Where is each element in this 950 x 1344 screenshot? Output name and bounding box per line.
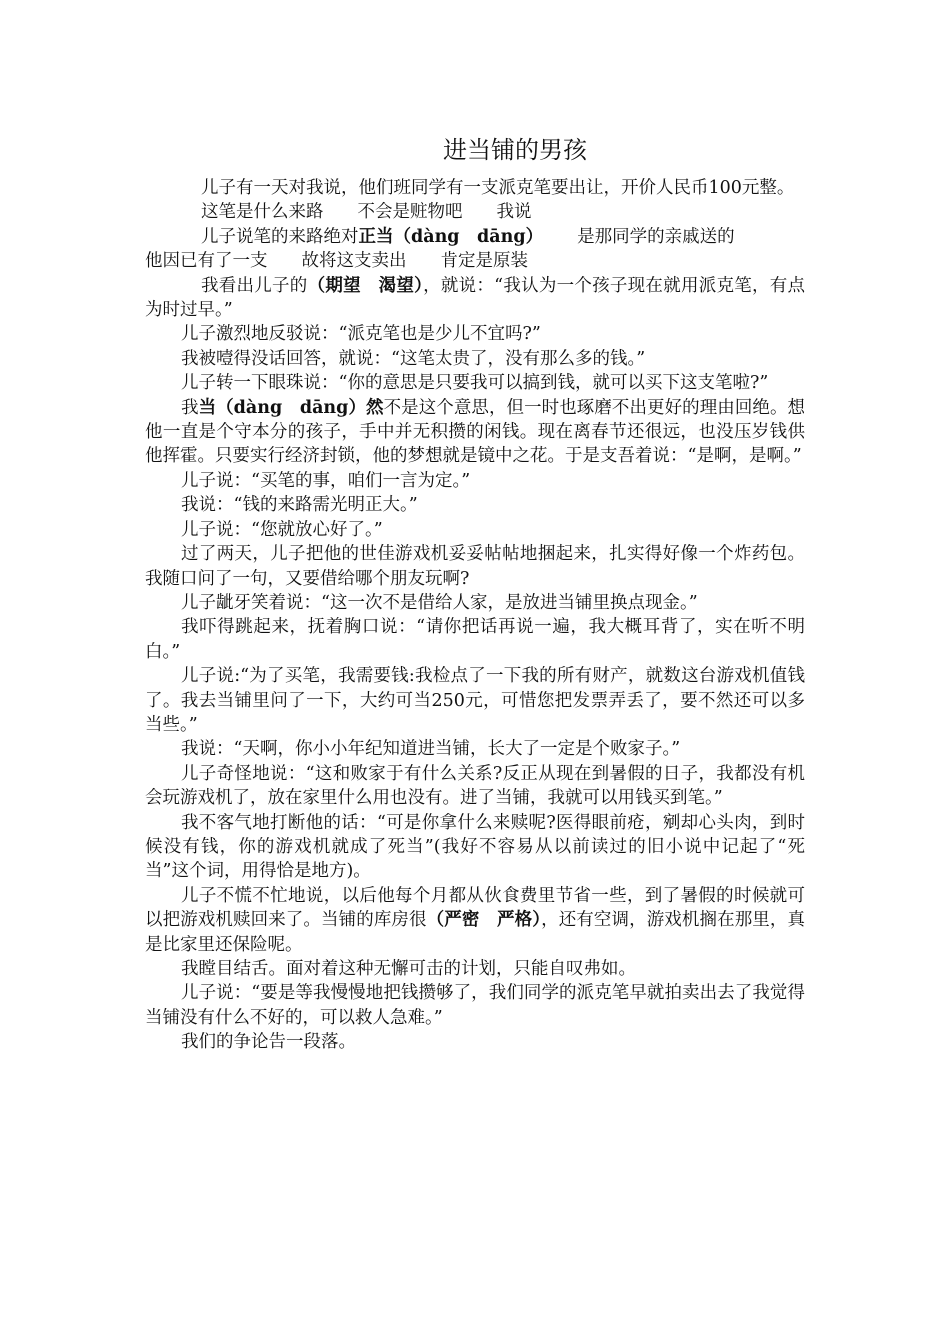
paragraph <box>145 664 805 737</box>
paragraph-text: 儿子有一天对我说，他们班同学有一支派克笔要出让，开价人民币100元整。 <box>201 178 795 198</box>
document-title: 进当铺的男孩 <box>443 136 587 164</box>
paragraph <box>145 274 805 323</box>
paragraph-text: 儿子说：“要是等我慢慢地把钱攒够了，我们同学的派克笔早就拍卖出去了我觉得当铺没有什么不好的，可以救人急难。” <box>145 983 805 1028</box>
paragraph <box>145 615 805 664</box>
paragraph-text: 他因已有了一支 <box>145 251 268 272</box>
paragraph-text: 过了两天，儿子把他的世佳游戏机妥妥帖帖地捆起来，扎实得好像一个炸药包。我随口问了一句，又要借给哪个朋友玩啊? <box>145 544 805 589</box>
bold-choice: 当（dàng dāng）然 <box>198 397 384 418</box>
paragraph-text: 儿子转一下眼珠说：“你的意思是只要我可以搞到钱，就可以买下这支笔啦?” <box>181 373 769 394</box>
paragraph-text: 我说 <box>496 202 532 223</box>
paragraph-text: 不会是赃物吧 <box>357 202 463 223</box>
paragraph-text: ，还有空调，游戏机搁在那里，真是比家里还保险呢。 <box>145 910 806 955</box>
paragraph <box>145 371 805 395</box>
paragraph-text: 儿子说笔的来路绝对 <box>201 226 359 247</box>
paragraph-text: 是那同学的亲戚送的 <box>577 226 735 247</box>
paragraph-text: 我瞠目结舌。面对着这种无懈可击的计划，只能自叹弗如。 <box>181 959 636 979</box>
paragraph <box>145 1030 805 1054</box>
paragraph-text: 我吓得跳起来，抚着胸口说：“请你把话再说一遍，我大概耳背了，实在听不明白。” <box>145 617 805 662</box>
bold-choice: 正当（dàng dāng） <box>358 226 544 247</box>
paragraph-text: ，就说：“我认为一个孩子现在就用派克笔，有点为时过早。” <box>145 275 806 321</box>
paragraph <box>145 249 805 273</box>
paragraph-text: 我们的争论告一段落。 <box>181 1032 356 1053</box>
bold-choice: （期望 渴望） <box>307 275 424 296</box>
paragraph-text: 不是这个意思，但一时也琢磨不出更好的理由回绝。想他一直是个守本分的孩子，手中并无积攒的闲钱。现在离春节还很远，也没压岁钱供他挥霍。只要实行经济封锁，他的梦想就是镜中之花。于是支吾着说：“是啊，是啊。” <box>145 397 806 467</box>
document-body <box>145 176 805 1055</box>
paragraph <box>145 981 805 1030</box>
paragraph <box>145 591 805 615</box>
paragraph-text: 这笔是什么来路 <box>201 202 324 223</box>
paragraph-text: 我被噎得没话回答，就说：“这笔太贵了，没有那么多的钱。” <box>181 348 646 369</box>
paragraph <box>145 469 805 493</box>
paragraph <box>145 396 805 469</box>
paragraph-text: 儿子奇怪地说：“这和败家于有什么关系?反正从现在到暑假的日子，我都没有机会玩游戏机了，放在家里什么用也没有。进了当铺，我就可以用钱买到笔。” <box>145 763 805 809</box>
paragraph <box>145 176 805 200</box>
paragraph-text: 我说：“钱的来路需光明正大。” <box>181 495 418 516</box>
paragraph-text: 我说：“天啊，你小小年纪知道进当铺，长大了一定是个败家子。” <box>181 739 681 760</box>
paragraph-text: 儿子说：“买笔的事，咱们一言为定。” <box>181 470 471 491</box>
paragraph <box>145 322 805 346</box>
paragraph <box>145 811 805 884</box>
paragraph <box>145 957 805 981</box>
paragraph <box>145 884 805 957</box>
paragraph <box>145 542 805 591</box>
paragraph <box>145 493 805 517</box>
paragraph-text: 儿子说:“为了买笔，我需要钱:我检点了一下我的所有财产，就数这台游戏机值钱了。我去当铺里问了一下，大约可当250元，可惜您把发票弄丢了，要不然还可以多当些。” <box>145 666 805 735</box>
paragraph-text: 肯定是原装 <box>440 251 528 272</box>
paragraph <box>145 347 805 371</box>
paragraph <box>145 737 805 761</box>
paragraph-text: 儿子说：“您就放心好了。” <box>181 519 383 540</box>
paragraph-text: 儿子激烈地反驳说：“派克笔也是少儿不宜吗?” <box>181 324 541 345</box>
paragraph-text: 我不客气地打断他的话：“可是你拿什么来赎呢?医得眼前疮，剜却心头肉，到时候没有钱，你的游戏机就成了死当”(我好不容易从以前读过的旧小说中记起了“死当”这个词，用得恰是地方)。 <box>145 812 805 882</box>
paragraph-text: 我看出儿子的 <box>201 275 308 296</box>
paragraph <box>145 225 805 249</box>
paragraph-text: 儿子龇牙笑着说：“这一次不是借给人家，是放进当铺里换点现金。” <box>181 592 698 613</box>
paragraph-text: 儿子不慌不忙地说，以后他每个月都从伙食费里节省一些，到了暑假的时候就可以把游戏机赎回来了。当铺的库房很 <box>145 885 805 931</box>
paragraph-text: 故将这支卖出 <box>301 251 407 272</box>
paragraph <box>145 518 805 542</box>
paragraph <box>145 200 805 224</box>
paragraph <box>145 762 805 811</box>
paragraph-text: 我 <box>181 397 199 418</box>
bold-choice: （严密 严格） <box>426 910 542 931</box>
